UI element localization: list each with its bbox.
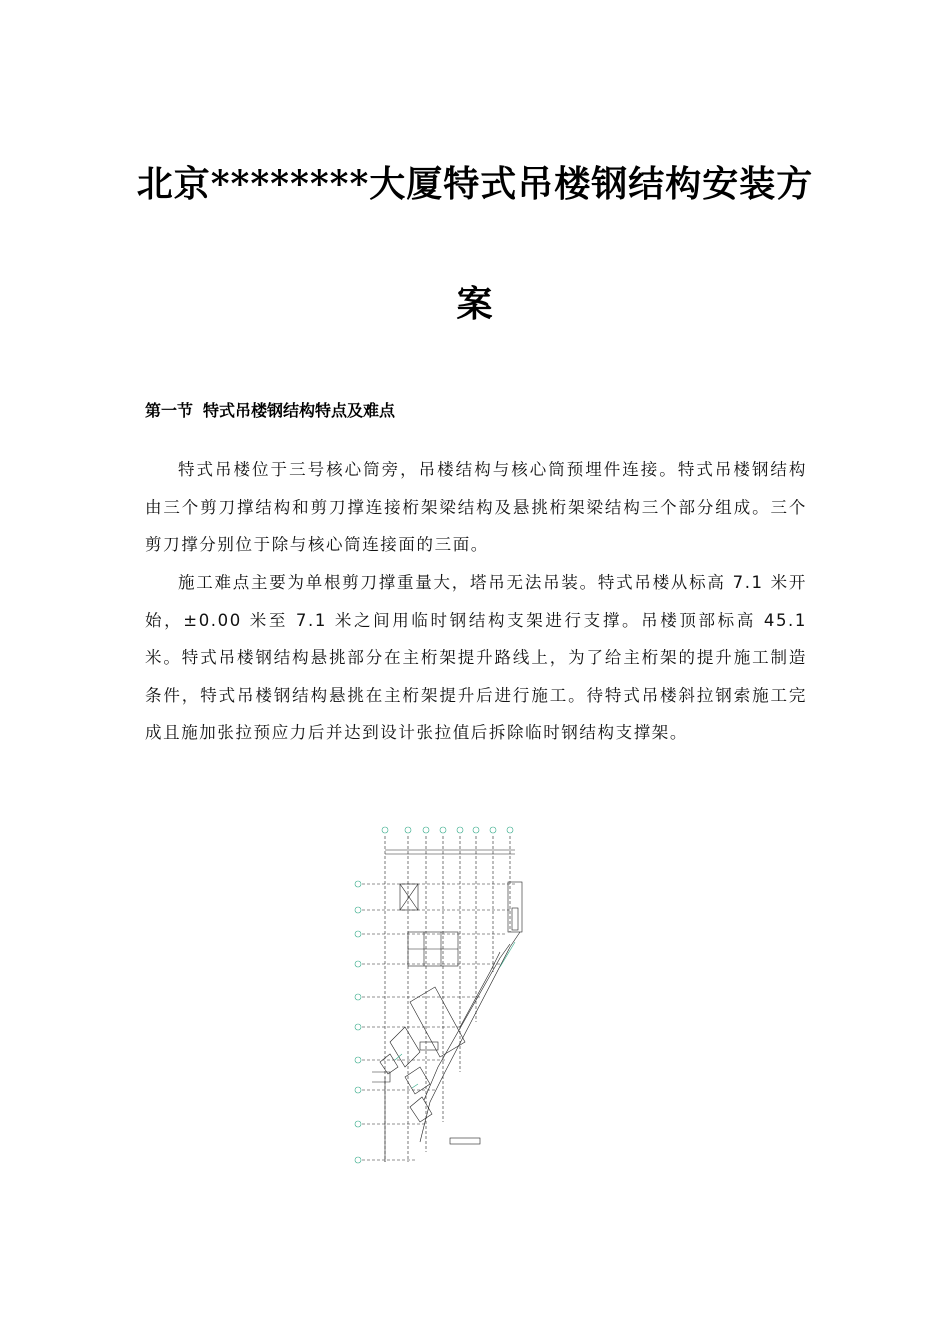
structural-plan-drawing [350,822,530,1167]
left-axis-markers [355,881,361,1163]
section-title: 特式吊楼钢结构特点及难点 [203,401,396,420]
document-title-line2: 案 [456,283,494,325]
paragraph-1: 特式吊楼位于三号核心筒旁，吊楼结构与核心筒预埋件连接。特式吊楼钢结构由三个剪刀撑结构和剪刀撑连接桁架梁结构及悬挑桁架梁结构三个部分组成。三个剪刀撑分别位于除与核心筒连接面的三面。 [145,460,807,554]
section-number: 第一节 [145,401,194,420]
document-title-line1: 北京********大厦特式吊楼钢结构安装方 [136,163,814,205]
section-heading [145,398,395,421]
paragraph-2: 施工难点主要为单根剪刀撑重量大，塔吊无法吊装。特式吊楼从标高 7.1 米开始，±0.00 米至 7.1 米之间用临时钢结构支架进行支撑。吊楼顶部标高 45.1 米。特式吊楼钢结构悬挑部分在主桁架提升路线上，为了给主桁架的提升施工制造条件，特式吊楼钢结构悬挑在主桁架提升后进行施工。待特式吊楼斜拉钢索施工完成且施加张拉预应力后并达到设计张拉值后拆除临时钢结构支撑架。 [145,573,807,742]
structural-plan-figure [350,822,530,1167]
top-axis-markers [382,827,513,833]
